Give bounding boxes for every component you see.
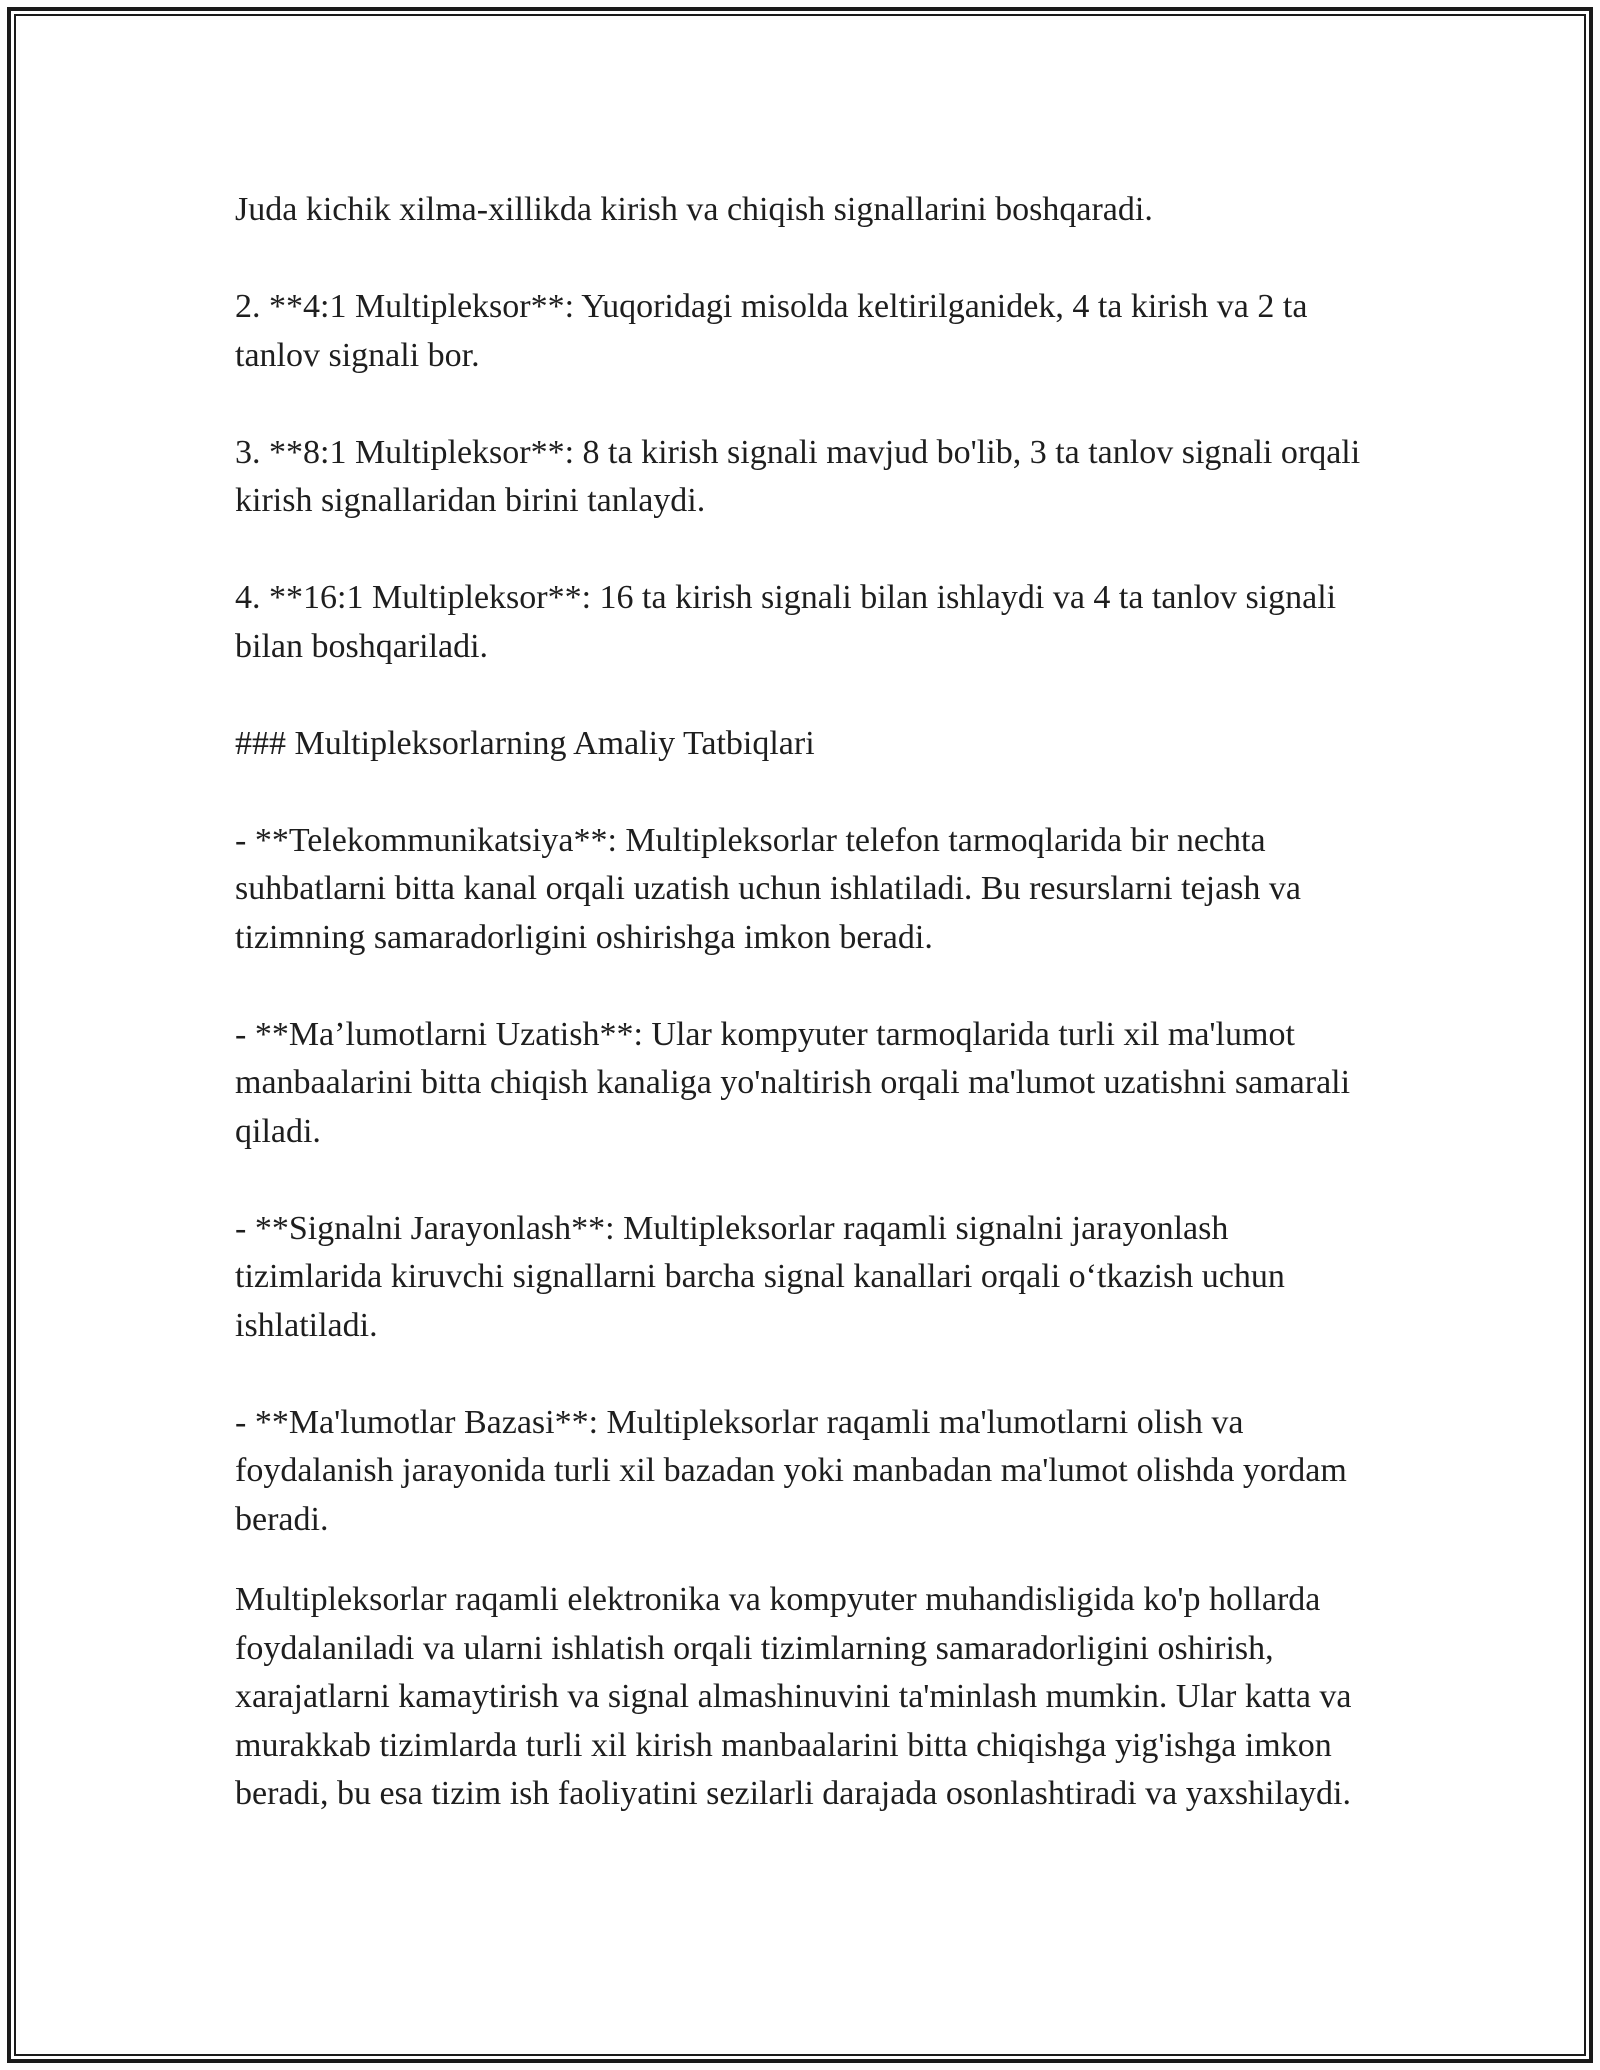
list-item-16-1-multiplexer: 4. **16:1 Multipleksor**: 16 ta kirish signali bilan ishlaydi va 4 ta tanlov signali bilan boshqariladi. <box>235 579 1337 665</box>
list-item-8-1-multiplexer: 3. **8:1 Multipleksor**: 8 ta kirish signali mavjud bo'lib, 3 ta tanlov signali orqali kirish signallaridan birini tanlaydi. <box>235 433 1361 519</box>
bullet-databases: - **Ma'lumotlar Bazasi**: Multipleksorlar raqamli ma'lumotlarni olish va foydalanish jarayonida turli xil bazadan yoki manbadan ma'lumot olishda yordam beradi. <box>235 1403 1347 1538</box>
paragraph-intro: Juda kichik xilma-xillikda kirish va chiqish signallarini boshqaradi. <box>235 191 1153 228</box>
bullet-telecommunication: - **Telekommunikatsiya**: Multipleksorlar telefon tarmoqlarida bir nechta suhbatlarni bitta kanal orqali uzatish uchun ishlatiladi. Bu resurslarni tejash va tizimning samaradorligini oshirishga imkon beradi. <box>235 821 1302 956</box>
section-heading-applications: ### Multipleksorlarning Amaliy Tatbiqlari <box>235 724 815 762</box>
bullet-signal-processing: - **Signalni Jarayonlash**: Multipleksorlar raqamli signalni jarayonlash tizimlarida kiruvchi signallarni barcha signal kanallari orqali o‘tkazish uchun ishlatiladi. <box>235 1209 1285 1344</box>
paragraph-conclusion: Multipleksorlar raqamli elektronika va kompyuter muhandisligida ko'p hollarda foydalaniladi va ularni ishlatish orqali tizimlarning samaradorligini oshirish, xarajatlarni kamaytirish va signal almashinuvini ta'minlash mumkin. Ular katta va murakkab tizimlarda turli xil kirish manbaalarini bitta chiqishga yig'ishga imkon beradi, bu esa tizim ish faoliyatini sezilarli darajada osonlashtiradi va yaxshilaydi. <box>235 1581 1352 1812</box>
document-body <box>235 186 1380 1819</box>
bullet-data-transmission: - **Ma’lumotlarni Uzatish**: Ular kompyuter tarmoqlarida turli xil ma'lumot manbaalarini bitta chiqish kanaliga yo'naltirish orqali ma'lumot uzatishni samarali qiladi. <box>235 1015 1351 1150</box>
list-item-4-1-multiplexer: 2. **4:1 Multipleksor**: Yuqoridagi misolda keltirilganidek, 4 ta kirish va 2 ta tanlov signali bor. <box>235 288 1308 374</box>
